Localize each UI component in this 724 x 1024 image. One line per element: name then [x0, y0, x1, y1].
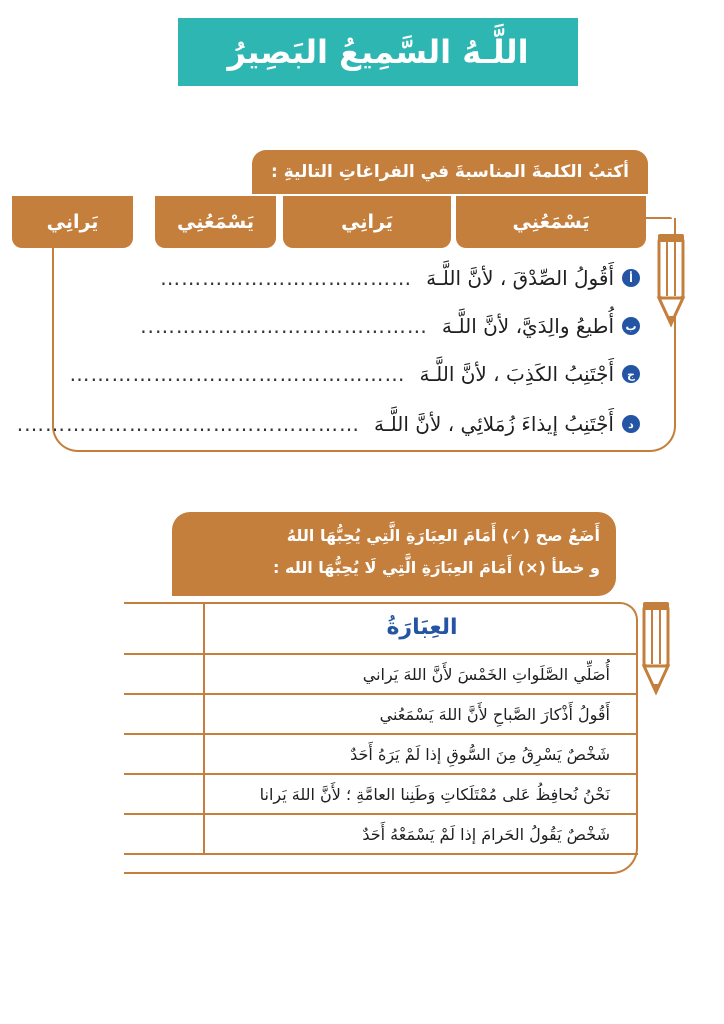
item-text: أَقُولُ الصِّدْقَ ، لأنَّ اللَّـهَ	[426, 266, 614, 290]
statement-text: شَخْصٌ يَسْرِقُ مِنَ السُّوقِ إذا لَمْ يَرَهُ أَحَدٌ	[204, 734, 638, 774]
word-bank-item-1: يَسْمَعُنِي	[456, 196, 646, 248]
section1-instruction: أكتبُ الكلمةَ المناسبةَ في الفراغاتِ التاليةِ :	[252, 150, 648, 194]
instruction-line-2: و خطأ (×) أَمَامَ العِبَارَةِ الَّتِي لَا يُحِبُّهَا الله :	[273, 558, 600, 577]
answer-blank[interactable]: ………………………………………….	[16, 412, 361, 436]
answer-cell[interactable]	[124, 694, 204, 734]
table-row	[124, 694, 638, 734]
answer-cell[interactable]	[124, 654, 204, 694]
word-bank-item-2: يَرانِي	[283, 196, 451, 248]
answer-cell[interactable]	[124, 774, 204, 814]
table-row	[124, 654, 638, 694]
fill-item	[140, 306, 640, 346]
table-header: العِبَارَةُ	[204, 602, 638, 654]
word-bank-item-3: يَسْمَعُنِي	[155, 196, 276, 248]
table-row	[124, 774, 638, 814]
item-text: أَجْتَنِبُ إيذاءَ زُمَلائِي ، لأنَّ اللَّـهَ	[374, 412, 614, 436]
fill-item	[70, 354, 640, 394]
item-text: أُطيعُ والِدَيَّ، لأنَّ اللَّـهَ	[441, 314, 614, 338]
table-header-row	[124, 602, 638, 654]
fill-item	[17, 404, 640, 444]
statement-text: أُصَلِّي الصَّلَواتِ الخَمْسَ لأَنَّ اللهَ يَراني	[204, 654, 638, 694]
answer-cell[interactable]	[124, 814, 204, 854]
item-badge: ج	[622, 365, 640, 383]
table-row	[124, 734, 638, 774]
statement-text: أَقُولُ أَذْكارَ الصَّباحِ لأَنَّ اللهَ يَسْمَعُني	[204, 694, 638, 734]
statement-text: شَخْصٌ يَقُولُ الحَرامَ إذا لَمْ يَسْمَعْهُ أَحَدٌ	[204, 814, 638, 854]
statement-text: نَحْنُ نُحافِظُ عَلى مُمْتَلَكاتِ وَطَنِنا العامَّةِ ؛ لأَنَّ اللهَ يَرانا	[204, 774, 638, 814]
item-badge: ب	[622, 317, 640, 335]
answer-cell[interactable]	[124, 734, 204, 774]
statements-table	[124, 602, 638, 855]
answer-blank[interactable]: …………………………………..	[140, 314, 428, 338]
instruction-line-1: أَضَعُ صح (✓) أَمَامَ العِبَارَةِ الَّتِي يُحِبُّهَا اللهُ	[286, 526, 600, 545]
item-text: أَجْتَنِبُ الكَذِبَ ، لأنَّ اللَّـهَ	[419, 362, 614, 386]
pencil-icon	[640, 600, 672, 696]
table-row	[124, 814, 638, 854]
word-bank-item-4: يَرانِي	[12, 196, 133, 248]
item-badge: د	[622, 415, 640, 433]
section2-instruction	[172, 512, 616, 596]
answer-blank[interactable]: …………………………………………	[69, 362, 406, 386]
pencil-icon	[655, 232, 687, 328]
answer-blank[interactable]: ………………………………	[160, 266, 413, 290]
fill-item	[160, 258, 640, 298]
item-badge: أ	[622, 269, 640, 287]
page-title: اللَّـهُ السَّمِيعُ البَصِيرُ	[178, 18, 578, 86]
check-column-header	[124, 602, 204, 654]
